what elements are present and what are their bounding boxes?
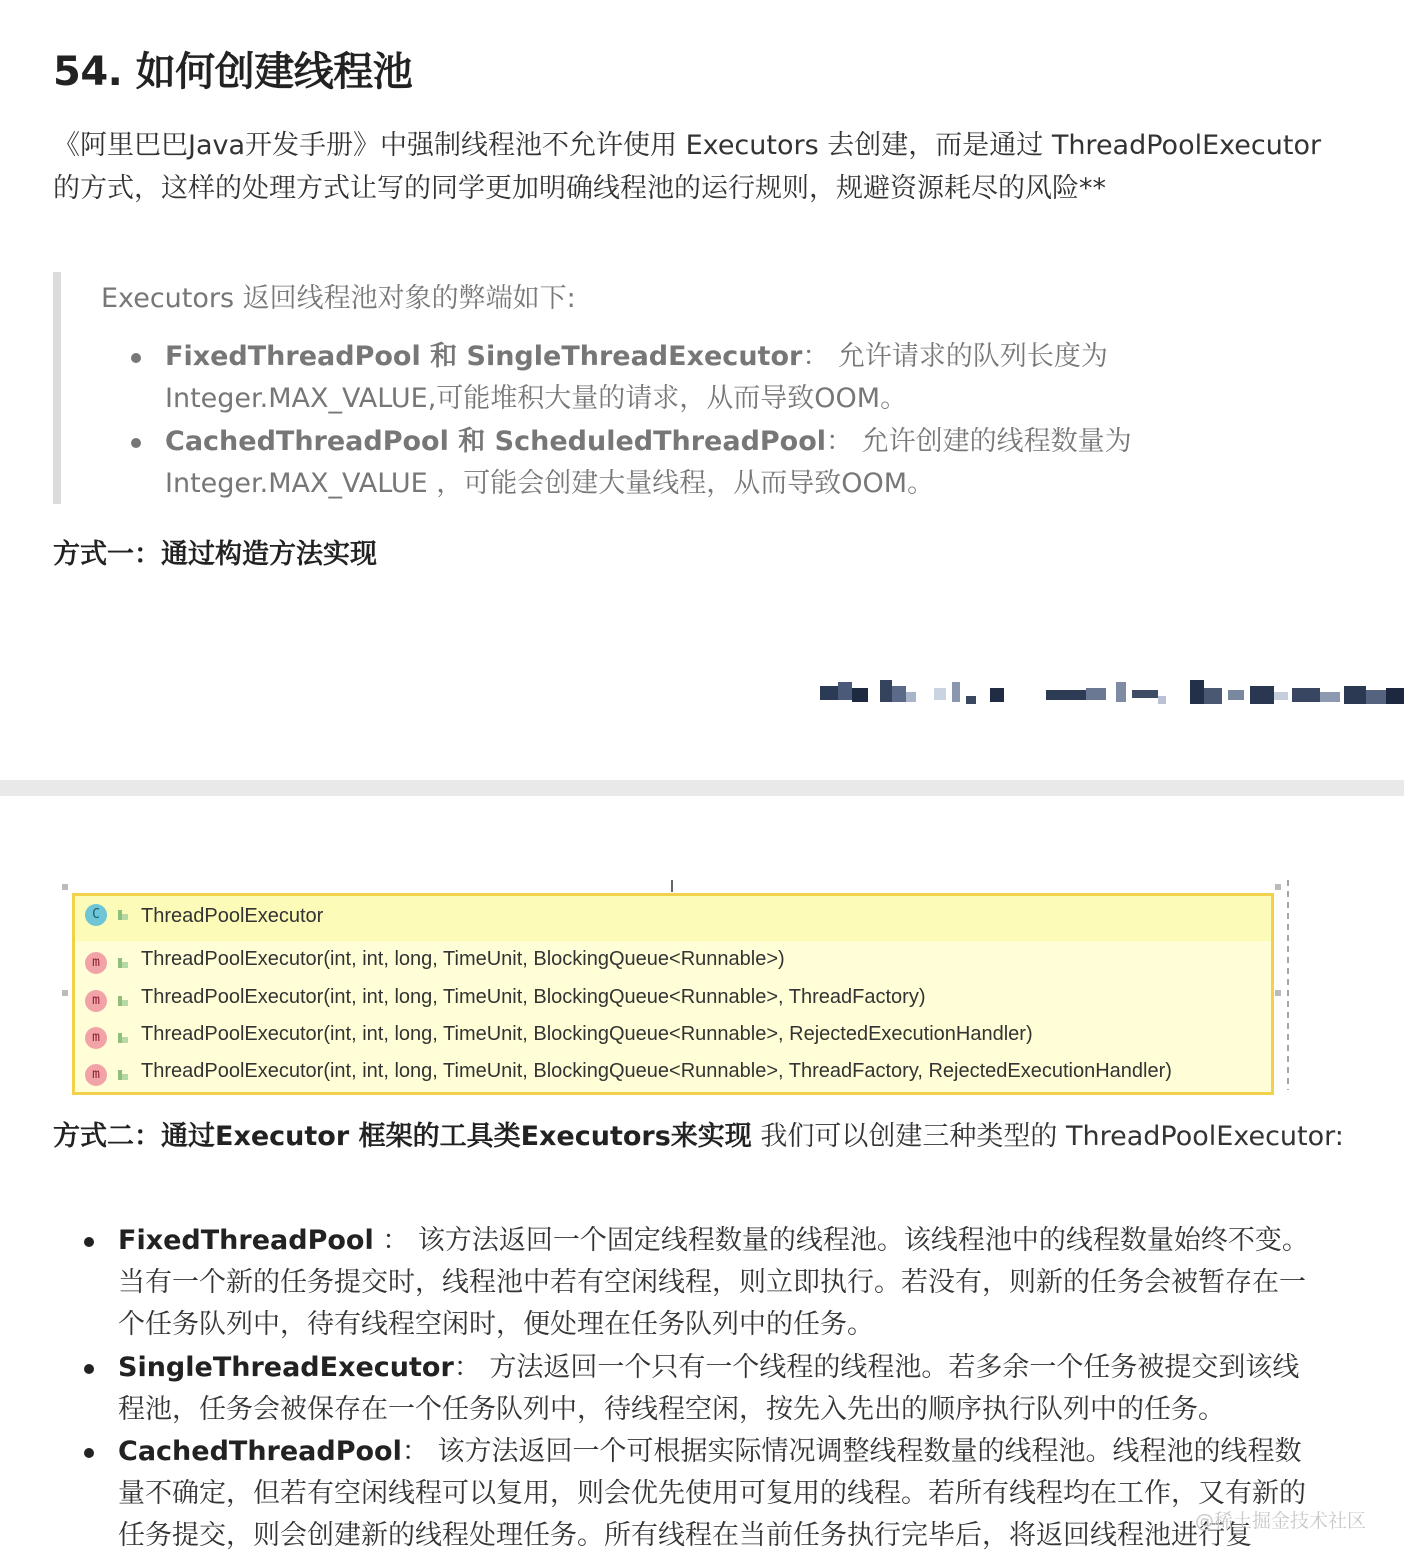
pixelated-image-strip bbox=[820, 678, 1404, 712]
term-separator: ： bbox=[802, 341, 830, 372]
bullet-icon bbox=[131, 353, 141, 363]
constructor-signature: ThreadPoolExecutor(int, int, long, TimeUnit, BlockingQueue<Runnable>) bbox=[141, 948, 785, 970]
constructor-row[interactable] bbox=[75, 944, 1271, 981]
quote-list-item bbox=[165, 336, 1305, 420]
quote-list-item bbox=[165, 421, 1305, 505]
public-access-icon bbox=[117, 995, 129, 1007]
bullet-icon bbox=[84, 1448, 94, 1458]
section-separator-band bbox=[0, 780, 1404, 796]
public-access-icon bbox=[117, 1032, 129, 1044]
method-icon: m bbox=[85, 990, 107, 1012]
method2-heading: 方式二：通过Executor 框架的工具类Executors来实现 bbox=[53, 1121, 752, 1152]
method2-list-item bbox=[118, 1347, 1318, 1431]
item-desc: 该方法返回一个可根据实际情况调整线程数量的线程池。线程池的线程数量不确定，但若有空闲线程可以复用，则会优先使用可复用的线程。若所有线程均在工作，又有新的任务提交，则会创建新的线程处理任务。所有线程在当前任务执行完毕后，将返回线程池进行复 bbox=[118, 1436, 1306, 1551]
quote-term: CachedThreadPool 和 ScheduledThreadPool bbox=[165, 426, 827, 457]
term-separator: ： bbox=[453, 1352, 481, 1383]
class-name: ThreadPoolExecutor bbox=[141, 905, 324, 927]
item-desc: 方法返回一个只有一个线程的线程池。若多余一个任务被提交到该线程池，任务会被保存在一个任务队列中，待线程空闲，按先入先出的顺序执行队列中的任务。 bbox=[118, 1352, 1300, 1425]
method2-list-item bbox=[118, 1220, 1318, 1346]
bullet-icon bbox=[131, 438, 141, 448]
class-structure-screenshot bbox=[60, 880, 1292, 1092]
quote-desc: 允许请求的队列长度为 Integer.MAX_VALUE,可能堆积大量的请求，从而导致OOM。 bbox=[165, 341, 1108, 414]
intro-paragraph: 《阿里巴巴Java开发手册》中强制线程池不允许使用 Executors 去创建，而是通过 ThreadPoolExecutor 的方式，这样的处理方式让写的同学更加明确线程池的运行规则，规避资源耗尽的风险** bbox=[53, 130, 1322, 204]
quote-intro: Executors 返回线程池对象的弊端如下: bbox=[101, 283, 576, 314]
constructor-signature: ThreadPoolExecutor(int, int, long, TimeUnit, BlockingQueue<Runnable>, ThreadFactory, RejectedExecutionHandler) bbox=[141, 1060, 1172, 1082]
item-term: FixedThreadPool bbox=[118, 1225, 374, 1256]
method1-heading: 方式一：通过构造方法实现 bbox=[53, 539, 377, 570]
class-icon: C bbox=[85, 904, 107, 926]
method-icon: m bbox=[85, 1064, 107, 1086]
class-row[interactable] bbox=[75, 896, 1271, 941]
bullet-icon bbox=[84, 1364, 94, 1374]
constructor-row[interactable] bbox=[75, 1019, 1271, 1056]
blockquote bbox=[53, 272, 1321, 504]
item-term: SingleThreadExecutor bbox=[118, 1352, 454, 1383]
item-desc: 该方法返回一个固定线程数量的线程池。该线程池中的线程数量始终不变。当有一个新的任务提交时，线程池中若有空闲线程，则立即执行。若没有，则新的任务会被暂存在一个任务队列中，待有线程空闲时，便处理在任务队列中的任务。 bbox=[118, 1225, 1309, 1340]
public-access-icon bbox=[117, 909, 129, 921]
constructor-signature: ThreadPoolExecutor(int, int, long, TimeUnit, BlockingQueue<Runnable>, RejectedExecutionHandler) bbox=[141, 1023, 1033, 1045]
method2-paragraph bbox=[53, 1116, 1353, 1158]
page-title: 54. 如何创建线程池 bbox=[53, 49, 413, 95]
quote-desc: 允许创建的线程数量为 Integer.MAX_VALUE ，可能会创建大量线程，从而导致OOM。 bbox=[165, 426, 1132, 499]
constructor-signature: ThreadPoolExecutor(int, int, long, TimeUnit, BlockingQueue<Runnable>, ThreadFactory) bbox=[141, 986, 926, 1008]
quote-term: FixedThreadPool 和 SingleThreadExecutor bbox=[165, 341, 803, 372]
constructor-row[interactable] bbox=[75, 982, 1271, 1019]
method2-list-item bbox=[118, 1431, 1318, 1557]
bullet-icon bbox=[84, 1237, 94, 1247]
constructor-row[interactable] bbox=[75, 1056, 1271, 1093]
method2-heading-rest: 我们可以创建三种类型的 ThreadPoolExecutor: bbox=[751, 1121, 1344, 1152]
structure-panel bbox=[72, 893, 1274, 1095]
method-icon: m bbox=[85, 952, 107, 974]
term-separator: ： bbox=[401, 1436, 429, 1467]
item-term: CachedThreadPool bbox=[118, 1436, 402, 1467]
watermark: @稀土掘金技术社区 bbox=[1194, 1510, 1366, 1532]
public-access-icon bbox=[117, 1069, 129, 1081]
term-separator: ： bbox=[373, 1225, 410, 1256]
method-icon: m bbox=[85, 1027, 107, 1049]
public-access-icon bbox=[117, 957, 129, 969]
term-separator: ： bbox=[826, 426, 854, 457]
